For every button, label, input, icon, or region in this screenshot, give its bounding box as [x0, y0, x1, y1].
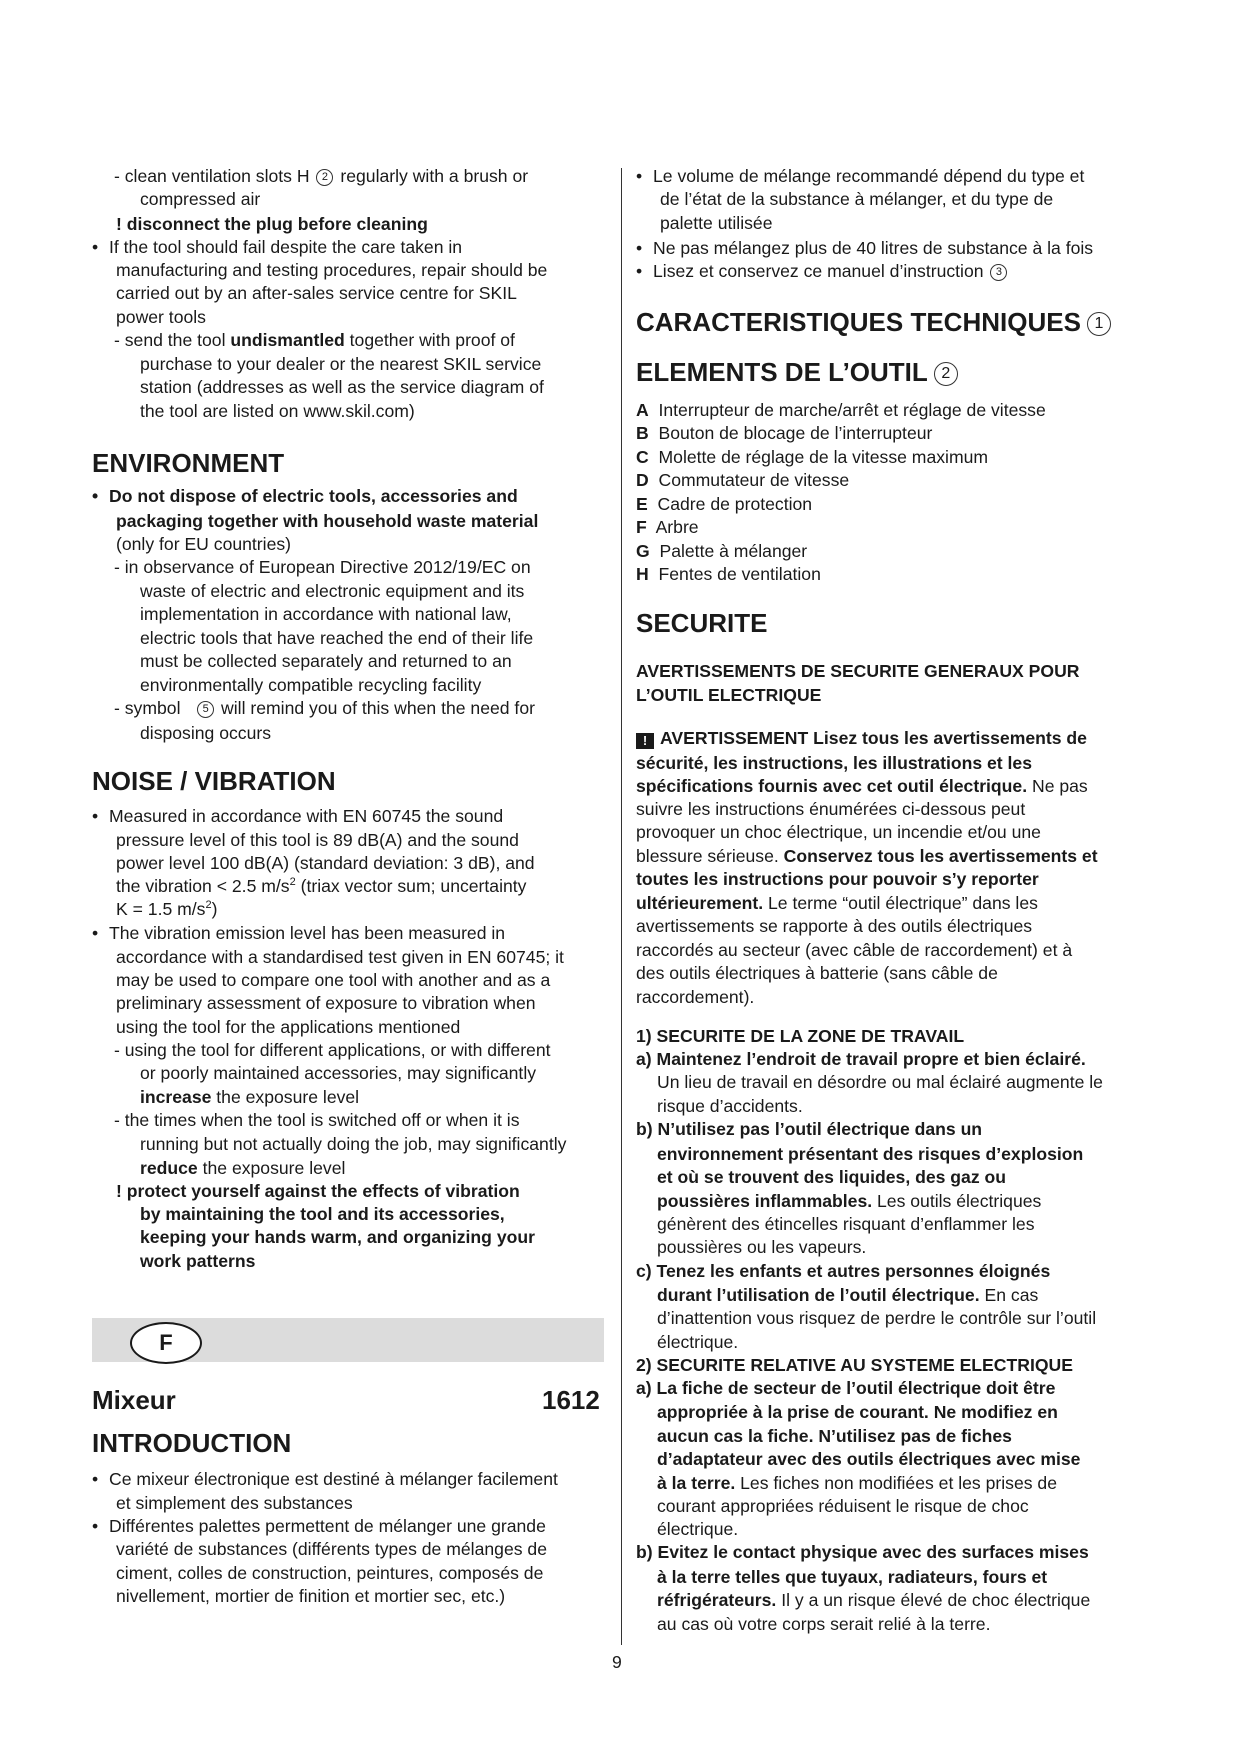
warning-line: ! protect yourself against the effects of vibration	[116, 1181, 520, 1201]
warning-line: ! disconnect the plug before cleaning	[116, 214, 428, 234]
text-line: c) Tenez les enfants et autres personnes éloignés	[636, 1261, 1051, 1281]
text-line: - in observance of European Directive 2012/19/EC on	[114, 557, 531, 577]
text-line: pressure level of this tool is 89 dB(A) and the sound	[116, 830, 519, 850]
element-item: C Molette de réglage de la vitesse maximum	[636, 447, 989, 467]
text-line: implementation in accordance with national law,	[140, 604, 512, 624]
page-number: 9	[612, 1652, 622, 1672]
text-line: a) Maintenez l’endroit de travail propre et bien éclairé.	[636, 1049, 1086, 1069]
ref-circle: 1	[1087, 312, 1111, 336]
text-line: sécurité, les instructions, les illustrations et les	[636, 753, 1032, 773]
bullet-line: • If the tool should fail despite the care taken in	[92, 237, 463, 257]
text-line: preliminary assessment of exposure to vibration when	[116, 993, 536, 1013]
text-line: (only for EU countries)	[116, 534, 292, 554]
bullet-line: • Lisez et conservez ce manuel d’instruction 3	[636, 260, 1009, 283]
product-code: 1612	[542, 1385, 600, 1415]
section-heading-noise: NOISE / VIBRATION	[92, 766, 336, 796]
text-line: manufacturing and testing procedures, repair should be	[116, 260, 548, 280]
text-line: must be collected separately and returned to an	[140, 651, 512, 671]
text-line: variété de substances (différents types de mélanges de	[116, 1539, 547, 1559]
text-line: spécifications fournis avec cet outil électrique. Ne pas	[636, 776, 1088, 796]
text-line: raccordés au secteur (avec câble de raccordement) et à	[636, 940, 1073, 960]
text-line: électrique.	[657, 1332, 739, 1352]
element-item: B Bouton de blocage de l’interrupteur	[636, 423, 933, 443]
text-line: reduce the exposure level	[140, 1158, 346, 1178]
text-line: des outils électriques à batterie (sans câble de	[636, 963, 998, 983]
text-line: accordance with a standardised test given in EN 60745; it	[116, 947, 564, 967]
ref-circle: 3	[990, 264, 1007, 281]
text-line: provoquer un choc électrique, un incendie et/ou une	[636, 822, 1041, 842]
text-line: et où se trouvent des liquides, des gaz ou	[657, 1167, 1007, 1187]
text-line: palette utilisée	[660, 213, 773, 233]
subheading: AVERTISSEMENTS DE SECURITE GENERAUX POUR	[636, 661, 1080, 681]
subheading: 1) SECURITE DE LA ZONE DE TRAVAIL	[636, 1026, 965, 1046]
text-line: Un lieu de travail en désordre ou mal éclairé augmente le	[657, 1072, 1103, 1092]
text-line: génèrent des étincelles risquant d’enflammer les	[657, 1214, 1035, 1234]
warning-line: ! AVERTISSEMENT Lisez tous les avertissements de	[636, 727, 1087, 750]
bullet-line: • The vibration emission level has been measured in	[92, 923, 506, 943]
ref-circle: 2	[934, 362, 958, 386]
section-heading-elements: ELEMENTS DE L’OUTIL 2	[636, 357, 960, 387]
text-line: ultérieurement. Le terme “outil électrique” dans les	[636, 893, 1038, 913]
text-line: K = 1.5 $m/s^2$)	[116, 899, 218, 919]
text-line: nivellement, mortier de finition et mortier sec, etc.)	[116, 1586, 506, 1606]
section-heading-environment: ENVIRONMENT	[92, 448, 285, 478]
warning-icon: !	[636, 733, 654, 749]
text-line: aucun cas la fiche. N’utilisez pas de fiches	[657, 1426, 1012, 1446]
text-line: b) Evitez le contact physique avec des surfaces mises	[636, 1542, 1089, 1562]
text-line: d’adaptateur avec des outils électriques avec mise	[657, 1449, 1081, 1469]
text-line: - send the tool undismantled together with proof of	[114, 330, 515, 350]
text-line: blessure sérieuse. Conservez tous les avertissements et	[636, 846, 1098, 866]
bullet-line: • Do not dispose of electric tools, accessories and	[92, 486, 518, 506]
text-line: au cas où votre corps serait relié à la terre.	[657, 1614, 991, 1634]
text-line: waste of electric and electronic equipment and its	[140, 581, 525, 601]
element-item: F Arbre	[636, 517, 699, 537]
text-line: b) N’utilisez pas l’outil électrique dans un	[636, 1119, 983, 1139]
text-line: compressed air	[140, 189, 261, 209]
subheading: 2) SECURITE RELATIVE AU SYSTEME ELECTRIQUE	[636, 1355, 1073, 1375]
language-badge: F	[130, 1322, 202, 1364]
element-item: G Palette à mélanger	[636, 541, 808, 561]
text-line: electric tools that have reached the end of their life	[140, 628, 534, 648]
text-line: toutes les instructions pour pouvoir s’y reporter	[636, 869, 1039, 889]
section-heading-securite: SECURITE	[636, 608, 768, 638]
text-line: using the tool for the applications mentioned	[116, 1017, 461, 1037]
text-line: à la terre telles que tuyaux, radiateurs, fours et	[657, 1567, 1048, 1587]
text-line: avertissements se rapporte à des outils électriques	[636, 916, 1033, 936]
text-line: - symbol 5 will remind you of this when the need for	[114, 698, 535, 718]
section-heading-tech: CARACTERISTIQUES TECHNIQUES 1	[636, 307, 1113, 337]
text-line: à la terre. Les fiches non modifiées et les prises de	[657, 1473, 1057, 1493]
text-line: raccordement).	[636, 987, 755, 1007]
text-line: packaging together with household waste material	[116, 511, 539, 531]
text-line: ciment, colles de construction, peintures, composés de	[116, 1563, 544, 1583]
text-line: a) La fiche de secteur de l’outil électrique doit être	[636, 1378, 1056, 1398]
bullet-line: • Ne pas mélangez plus de 40 litres de substance à la fois	[636, 238, 1094, 258]
warning-line: keeping your hands warm, and organizing your	[140, 1227, 535, 1247]
text-line: station (addresses as well as the service diagram of	[140, 377, 544, 397]
text-line: poussières ou les vapeurs.	[657, 1237, 867, 1257]
text-line: carried out by an after-sales service centre for SKIL	[116, 283, 517, 303]
text-line: environnement présentant des risques d’explosion	[657, 1144, 1084, 1164]
text-line: running but not actually doing the job, may significantly	[140, 1134, 567, 1154]
bullet-line: • Différentes palettes permettent de mélanger une grande	[92, 1516, 546, 1536]
text-line: d’inattention vous risquez de perdre le contrôle sur l’outil	[657, 1308, 1097, 1328]
text-line: appropriée à la prise de courant. Ne modifiez en	[657, 1402, 1058, 1422]
text-line: the vibration < 2.5 $m/s^2$ (triax vector sum; uncertainty	[116, 876, 527, 896]
bullet-line: • Measured in accordance with EN 60745 the sound	[92, 806, 504, 826]
ref-circle: 5	[197, 701, 214, 718]
text-line: et simplement des substances	[116, 1493, 353, 1513]
text-line: power level 100 dB(A) (standard deviation: 3 dB), and	[116, 853, 535, 873]
text-line: the tool are listed on www.skil.com)	[140, 401, 415, 421]
text-line: disposing occurs	[140, 723, 272, 743]
text-line: courant appropriées réduisent le risque de choc	[657, 1496, 1029, 1516]
text-line: de l’état de la substance à mélanger, et du type de	[660, 189, 1054, 209]
text-line: poussières inflammables. Les outils électriques	[657, 1191, 1042, 1211]
element-item: H Fentes de ventilation	[636, 564, 821, 584]
subheading: L’OUTIL ELECTRIQUE	[636, 685, 822, 705]
text-line: - the times when the tool is switched off or when it is	[114, 1110, 520, 1130]
text-line: - using the tool for different applications, or with different	[114, 1040, 551, 1060]
text-line: purchase to your dealer or the nearest SKIL service	[140, 354, 542, 374]
text-line: may be used to compare one tool with another and as a	[116, 970, 551, 990]
warning-line: work patterns	[140, 1251, 256, 1271]
text-line: environmentally compatible recycling facility	[140, 675, 482, 695]
text-line: or poorly maintained accessories, may significantly	[140, 1063, 537, 1083]
text-line: - clean ventilation slots H 2 regularly with a brush or	[114, 166, 529, 186]
element-item: D Commutateur de vitesse	[636, 470, 850, 490]
section-heading-introduction: INTRODUCTION	[92, 1428, 292, 1458]
text-line: suivre les instructions énumérées ci-dessous peut	[636, 799, 1026, 819]
warning-line: by maintaining the tool and its accessories,	[140, 1204, 505, 1224]
bullet-line: • Le volume de mélange recommandé dépend du type et	[636, 166, 1085, 186]
text-line: durant l’utilisation de l’outil électrique. En cas	[657, 1285, 1039, 1305]
text-line: réfrigérateurs. Il y a un risque élevé de choc électrique	[657, 1590, 1091, 1610]
column-divider	[621, 168, 622, 1645]
product-name: Mixeur	[92, 1385, 176, 1415]
text-line: risque d’accidents.	[657, 1096, 803, 1116]
text-line: increase the exposure level	[140, 1087, 360, 1107]
text-line: électrique.	[657, 1519, 739, 1539]
text-line: power tools	[116, 307, 206, 327]
element-item: E Cadre de protection	[636, 494, 813, 514]
bullet-line: • Ce mixeur électronique est destiné à mélanger facilement	[92, 1469, 558, 1489]
element-item: A Interrupteur de marche/arrêt et réglage de vitesse	[636, 400, 1046, 420]
ref-circle: 2	[316, 169, 333, 186]
